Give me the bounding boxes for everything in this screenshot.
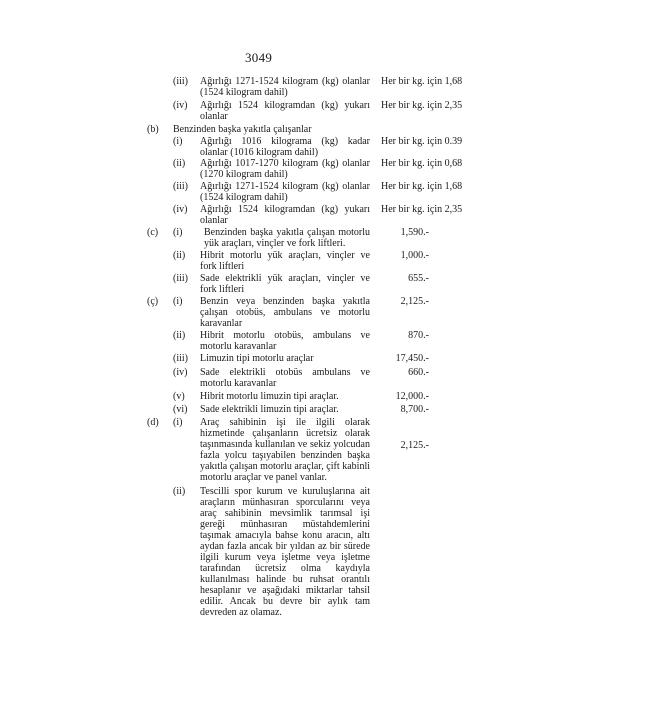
row-description: Ağırlığı 1524 kilogramdan (kg) yukarı olanlar	[200, 100, 370, 122]
row-amount: 12,000.-	[395, 391, 429, 402]
row-description: Ağırlığı 1017-1270 kilogram (kg) olanlar (1270 kilogram dahil)	[200, 158, 370, 180]
page-number: 3049	[245, 50, 273, 65]
row-description: Sade elektrikli yük araçları, vinçler ve fork liftleri	[200, 273, 370, 295]
row-roman: (i)	[173, 227, 183, 238]
row-roman: (ii)	[173, 250, 186, 261]
row-roman: (iv)	[173, 204, 188, 215]
section-heading: Benzinden başka yakıtla çalışanlar	[173, 124, 312, 135]
row-description: Tescilli spor kurum ve kuruluşlarına ait araçların münhasıran sporcularını veya araç sahibinin mevsimlik tarımsal işi gereği münhasıran müstahdemlerini taşımak amacıyla bahse konu aracın, altı aydan fazla ancak bir yıldan az bir sürede ilgili kurum veya işletme veya işletme tarafından ücretsiz olma kaydıyla kullanılması halinde bu ruhsat orantılı hesaplanır ve aşağıdaki miktarlar tahsil edilir. Ancak bu devre bir aylık tam devreden az olamaz.	[200, 486, 370, 618]
row-description: Sade elektrikli limuzin tipi araçlar.	[200, 404, 339, 415]
row-description: Hibrit motorlu yük araçları, vinçler ve fork liftleri	[200, 250, 370, 272]
row-letter: (c)	[147, 227, 159, 238]
row-description: Sade elektrikli otobüs ambulans ve motorlu karavanlar	[200, 367, 370, 389]
row-roman: (iii)	[173, 181, 188, 192]
row-description: Araç sahibinin işi ile ilgili olarak hizmetinde çalışanların ücretsiz olarak taşınmasında kullanılan ve sekiz yolcudan fazla yolcu taşıyabilen benzinden başka yakıtla çalışan motorlu araçlar, çift kabinli motorlu araçlar ve panel vanlar.	[200, 417, 370, 483]
row-amount: 870.-	[408, 330, 429, 341]
row-amount: 2,125.-	[400, 440, 429, 451]
row-description: Ağırlığı 1271-1524 kilogram (kg) olanlar (1524 kilogram dahil)	[200, 76, 370, 98]
row-description: Hibrit motorlu otobüs, ambulans ve motorlu karavanlar	[200, 330, 370, 352]
row-roman: (i)	[173, 417, 183, 428]
row-description: Hibrit motorlu limuzin tipi araçlar.	[200, 391, 339, 402]
row-letter: (d)	[147, 417, 159, 428]
row-description: Ağırlığı 1271-1524 kilogram (kg) olanlar (1524 kilogram dahil)	[200, 181, 370, 203]
row-rate: Her bir kg. için 0.39	[381, 136, 463, 147]
row-roman: (i)	[173, 296, 183, 307]
row-rate: Her bir kg. için 2,35	[381, 204, 463, 215]
row-roman: (ii)	[173, 486, 186, 497]
row-roman: (vi)	[173, 404, 188, 415]
row-amount: 2,125.-	[400, 296, 429, 307]
row-roman: (iii)	[173, 76, 188, 87]
row-rate: Her bir kg. için 1,68	[381, 76, 463, 87]
row-roman: (ii)	[173, 330, 186, 341]
row-description: Limuzin tipi motorlu araçlar	[200, 353, 314, 364]
row-roman: (iv)	[173, 367, 188, 378]
row-roman: (v)	[173, 391, 185, 402]
row-amount: 17,450.-	[395, 353, 429, 364]
row-amount: 8,700.-	[400, 404, 429, 415]
row-roman: (i)	[173, 136, 183, 147]
row-roman: (iv)	[173, 100, 188, 111]
row-letter: (ç)	[147, 296, 159, 307]
row-amount: 1,590.-	[400, 227, 429, 238]
row-description: Benzinden başka yakıtla çalışan motorlu yük araçları, vinçler ve fork liftleri.	[204, 227, 370, 249]
row-description: Ağırlığı 1524 kilogramdan (kg) yukarı olanlar	[200, 204, 370, 226]
row-amount: 655.-	[408, 273, 429, 284]
row-rate: Her bir kg. için 1,68	[381, 181, 463, 192]
row-description: Ağırlığı 1016 kilograma (kg) kadar olanlar (1016 kilogram dahil)	[200, 136, 370, 158]
row-roman: (iii)	[173, 273, 188, 284]
row-roman: (iii)	[173, 353, 188, 364]
row-roman: (ii)	[173, 158, 186, 169]
row-amount: 1,000.-	[400, 250, 429, 261]
row-rate: Her bir kg. için 2,35	[381, 100, 463, 111]
row-rate: Her bir kg. için 0,68	[381, 158, 463, 169]
row-description: Benzin veya benzinden başka yakıtla çalışan otobüs, ambulans ve motorlu karavanlar	[200, 296, 370, 329]
row-amount: 660.-	[408, 367, 429, 378]
row-letter: (b)	[147, 124, 159, 135]
